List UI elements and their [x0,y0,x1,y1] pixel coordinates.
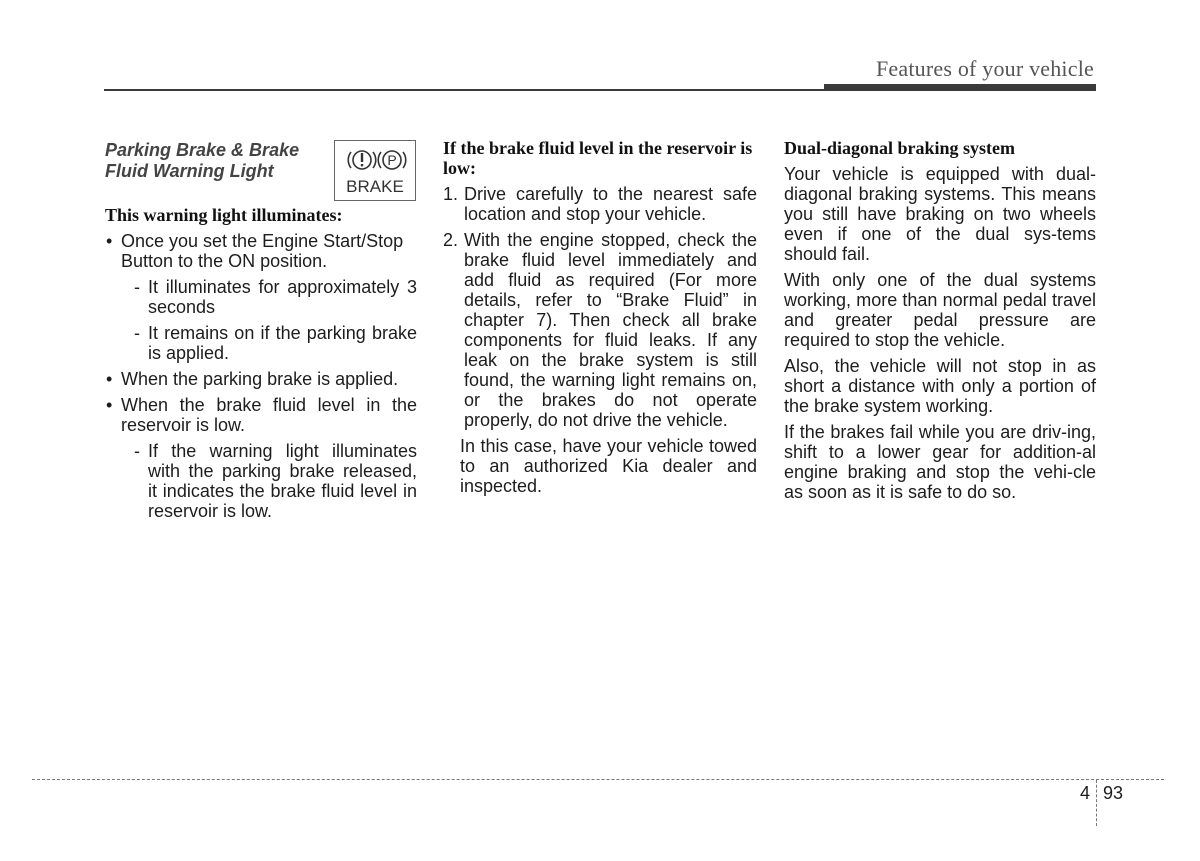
subheading: This warning light illuminates: [105,205,343,225]
column-fluid-low [443,138,757,496]
chapter-number: 4 [1080,783,1091,803]
paragraph: If the brakes fail while you are driv-ing, shift to a lower gear for addition-al engine braking and stop the vehi-cle as soon as it is safe to do so. [784,422,1096,502]
page-number-divider [1096,780,1097,826]
svg-text:P: P [387,152,397,168]
list-item: • When the brake fluid level in the reservoir is low. - If the warning light illuminates with the parking brake released, it indicates the brake fluid level in reservoir is low. [105,395,417,521]
list-item: • Once you set the Engine Start/Stop Button to the ON position. - It illuminates for approximately 3 seconds - It remains on if the parking brake is applied. [105,231,417,363]
section-title: Parking Brake & Brake Fluid Warning Light [105,140,300,181]
list-item: - It illuminates for approximately 3 seconds [121,277,417,317]
list-item: - It remains on if the parking brake is applied. [121,323,417,363]
list-item: • When the parking brake is applied. [105,369,417,389]
subheading: If the brake fluid level in the reservoir is low: [443,138,753,178]
paragraph: With only one of the dual systems working, more than normal pedal travel and greater pedal pressure are required to stop the vehicle. [784,270,1096,350]
sub-list [121,441,417,521]
sub-list [121,277,417,363]
step-list [443,184,757,430]
list-item: 1. Drive carefully to the nearest safe location and stop your vehicle. [443,184,757,224]
list-item: - If the warning light illuminates with the parking brake released, it indicates the brake fluid level in reservoir is low. [121,441,417,521]
paragraph: Also, the vehicle will not stop in as short a distance with only a portion of the brake system working. [784,356,1096,416]
page-header-title: Features of your vehicle [875,56,1094,81]
list-item: 2. With the engine stopped, check the brake fluid level immediately and add fluid as required (For more details, refer to “Brake Fluid” in chapter 7). Then check all brake components for fluid leaks. If any leak on the brake system is still found, the warning light remains on, or the brakes do not operate properly, do not drive the vehicle. [443,230,757,430]
column-dual-diagonal [784,138,1096,502]
subheading: Dual-diagonal braking system [784,138,1016,158]
note-paragraph: In this case, have your vehicle towed to an authorized Kia dealer and inspected. [460,436,757,496]
bullet-list [105,231,417,521]
paragraph: Your vehicle is equipped with dual-diagonal braking systems. This means you still have braking on two wheels even if one of the dual sys-tems should fail. [784,164,1096,264]
footer-divider [32,779,1164,780]
svg-text:BRAKE: BRAKE [346,177,404,196]
column-warning-light [105,138,417,521]
page-number: 93 [1103,783,1124,803]
header-rule [104,89,826,91]
header-rule-accent [824,84,1096,91]
